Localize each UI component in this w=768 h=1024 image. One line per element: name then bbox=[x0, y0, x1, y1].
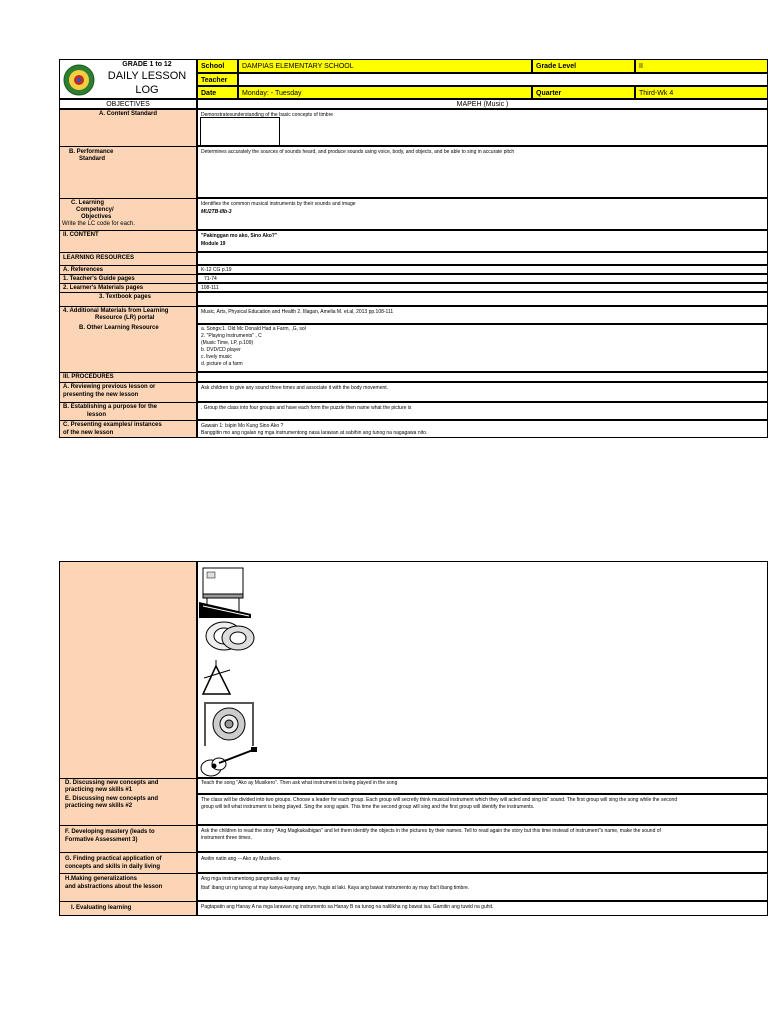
grade-level-value: II bbox=[635, 59, 768, 73]
teacher-label: Teacher bbox=[197, 73, 238, 86]
discussing2-label1: E. Discussing new concepts and bbox=[65, 796, 159, 802]
presenting-cell bbox=[197, 420, 768, 438]
procedures-label: III. PROCEDURES bbox=[63, 374, 114, 380]
quarter-label: Quarter bbox=[532, 86, 635, 99]
developing-label1: F. Developing mastery (leads to bbox=[65, 829, 155, 835]
application-label2: concepts and skills in daily living bbox=[65, 864, 161, 870]
developing-label2: Formative Assessment 3) bbox=[65, 837, 138, 843]
establishing-cell bbox=[197, 402, 768, 420]
reviewing-label1: A. Reviewing previous lesson or bbox=[63, 384, 156, 390]
header-logo-block bbox=[59, 59, 197, 99]
other-resources-line: d. picture of a farm bbox=[201, 361, 243, 367]
title-line2: LOG bbox=[135, 84, 159, 96]
additional-label2: Resource (LR) portal bbox=[95, 315, 155, 321]
other-resources-line: 2. "Playing Instruments" , C bbox=[201, 333, 262, 339]
presenting-text2: Banggitin mo ang ngalan ng mga instrumentong nasa larawan at sabihin ang tunog na nagagawa nito. bbox=[201, 430, 428, 436]
other-resources-cell bbox=[197, 324, 768, 372]
blank-box bbox=[200, 117, 280, 146]
presenting-text1: Gawain 1: Isipin Mo Kung Sino Ako ? bbox=[201, 423, 284, 429]
discussing1-text: Teach the song "Ako ay Musikero". Then ask what instrument is being played in the song bbox=[201, 780, 398, 786]
generalization-text1: Ang mga instrumentong pangmusika ay may bbox=[201, 876, 300, 882]
evaluating-label: I. Evaluating learning bbox=[71, 905, 132, 911]
other-resources-line: a. Songs:1. Old Mc Donald Had a Farm, ,G, sol bbox=[201, 326, 306, 332]
reviewing-text: Ask children to give any sound three times and associate it with the body movement. bbox=[201, 385, 389, 391]
establishing-label1: B. Establishing a purpose for the bbox=[63, 404, 158, 410]
references-text: K-12 CG p.19 bbox=[201, 267, 232, 273]
content-standard-label: A. Content Standard bbox=[99, 111, 157, 117]
presenting-label2: of the new lesson bbox=[63, 430, 114, 436]
content-label: II. CONTENT bbox=[63, 232, 99, 238]
competency-cell bbox=[197, 198, 768, 230]
school-value: DAMPIAS ELEMENTARY SCHOOL bbox=[238, 59, 532, 73]
competency-label3: Objectives bbox=[81, 214, 112, 220]
application-cell bbox=[197, 852, 768, 873]
gong-icon bbox=[200, 698, 260, 746]
competency-label2: Competency/ bbox=[76, 207, 114, 213]
discussing1-cell bbox=[197, 778, 768, 794]
establishing-label2: lesson bbox=[87, 412, 107, 418]
other-resources-label: B. Other Learning Resource bbox=[79, 325, 159, 331]
guitar-icon bbox=[199, 746, 259, 778]
reviewing-label2: presenting the new lesson bbox=[63, 392, 139, 398]
discussing2-cell bbox=[197, 794, 768, 825]
content-standard-cell bbox=[197, 109, 768, 146]
discussing2-text1: The class will be divided into two groups. Choose a leader for each group. Each group will secretly think musical instrument which they will acted and sing its" sound. The first group will sing the song while the second bbox=[201, 797, 678, 803]
additional-label1: 4. Additional Materials from Learning bbox=[63, 308, 169, 314]
developing-text1: Ask the children to read the story "Ang Magkakaibigan" and let them identify the objects in the pictures by their names. Tell to read again the story but this time instead of instrument"s name, make the sound of bbox=[201, 828, 661, 834]
school-label: School bbox=[197, 59, 238, 73]
date-label: Date bbox=[197, 86, 238, 99]
other-resources-line: (Music Time, LP, p.109) bbox=[201, 340, 254, 346]
application-label1: G. Finding practical application of bbox=[65, 856, 162, 862]
content-text1: "Pakinggan mo ako, Sino Ako?" bbox=[201, 233, 278, 239]
competency-code: MU2TB-IIIb-3 bbox=[201, 209, 232, 215]
developing-text2: instrument three times. bbox=[201, 835, 252, 841]
grade-level-label: Grade Level bbox=[532, 59, 635, 73]
teacher-value bbox=[238, 73, 768, 86]
presenting-label1: C. Presenting examples/ instances bbox=[63, 422, 162, 428]
grade-line: GRADE 1 to 12 bbox=[122, 61, 172, 68]
developing-cell bbox=[197, 825, 768, 852]
teachers-guide-label: 1. Teacher's Guide pages bbox=[63, 276, 135, 282]
performance-standard-label1: B. Performance bbox=[69, 149, 114, 155]
triangle-icon bbox=[200, 658, 234, 698]
references-cell bbox=[197, 265, 768, 274]
content-text2: Module 19 bbox=[201, 241, 226, 247]
performance-standard-text: Determines accurately the sources of sounds heard, and produce sounds using voice, body, and objects, and be able to sing in accurate pitch bbox=[201, 149, 515, 155]
subject-header: MAPEH (Music ) bbox=[197, 99, 768, 109]
application-text: Awitin natin ang ---Ako ay Musikero. bbox=[201, 856, 281, 862]
learners-materials-text: 108-111 bbox=[201, 285, 219, 291]
competency-text: Identifies the common musical instruments by their sounds and image bbox=[201, 201, 356, 207]
additional-text: Music, Arts, Physical Education and Health 2. Illagan, Amelia M. et.al, 2013 pp.108-111 bbox=[201, 309, 394, 315]
date-value: Monday: - Tuesday bbox=[238, 86, 532, 99]
title-line1: DAILY LESSON bbox=[107, 70, 187, 82]
discussing1-label1: D. Discussing new concepts and bbox=[65, 780, 159, 786]
learners-materials-cell bbox=[197, 283, 768, 292]
textbook-text bbox=[198, 293, 767, 297]
textbook-label: 3. Textbook pages bbox=[99, 294, 151, 300]
discussing1-label2: practicing new skills #1 bbox=[65, 787, 133, 793]
establishing-text: . Group the class into four groups and have each form the puzzle then name what the picture is bbox=[201, 405, 412, 411]
generalization-label1: H.Making generalizations bbox=[65, 876, 138, 882]
competency-label4: Write the LC code for each. bbox=[62, 221, 135, 227]
learners-materials-label: 2. Learner's Materials pages bbox=[63, 285, 144, 291]
procedures-cell bbox=[197, 372, 768, 382]
content-cell bbox=[197, 230, 768, 252]
learning-resources-cell bbox=[197, 252, 768, 265]
evaluating-cell bbox=[197, 901, 768, 916]
discussing2-label2: practicing new skills #2 bbox=[65, 803, 133, 809]
other-resources-line: c. lively music bbox=[201, 354, 232, 360]
generalization-cell bbox=[197, 873, 768, 901]
evaluating-text: Pagtapatin ang Hanay A na mga larawan ng instrumento sa Hanay B na tunog na nalilikha ng bawat isa. Gamitin ang tuwid na guhit. bbox=[201, 904, 494, 910]
piano-icon bbox=[199, 562, 255, 618]
generalization-text2: Ibat' ibang uri ng tunog at may kanya-kanyang anyo, hugis at laki. Kaya ang bawat instrumento ay may iba't ibang timbre. bbox=[201, 885, 470, 891]
generalization-label2: and abstractions about the lesson bbox=[65, 884, 163, 890]
teachers-guide-cell bbox=[197, 274, 768, 283]
textbook-cell bbox=[197, 292, 768, 306]
competency-label1: C. Learning bbox=[71, 200, 105, 206]
learning-resources-label: LEARNING RESOURCES bbox=[63, 255, 135, 261]
objectives-header: OBJECTIVES bbox=[59, 99, 197, 109]
content-standard-text: Demonstratesunderstanding of the basic concepts of timbre bbox=[201, 112, 334, 118]
deped-seal-icon bbox=[62, 62, 96, 98]
other-resources-line: b. DVD/CD player bbox=[201, 347, 241, 353]
teachers-guide-text: 71-74 bbox=[204, 276, 217, 282]
pictures-cell bbox=[197, 561, 768, 778]
references-label: A. References bbox=[63, 267, 104, 273]
performance-standard-cell bbox=[197, 146, 768, 198]
additional-cell bbox=[197, 306, 768, 324]
quarter-value: Third-Wk 4 bbox=[635, 86, 768, 99]
performance-standard-label2: Standard bbox=[79, 156, 106, 162]
cymbals-icon bbox=[200, 618, 260, 654]
discussing2-text2: group will tell what instrument is being played. Sing the song again. This time the second group will sing and the first group will identify the instruments. bbox=[201, 804, 535, 810]
reviewing-cell bbox=[197, 382, 768, 402]
